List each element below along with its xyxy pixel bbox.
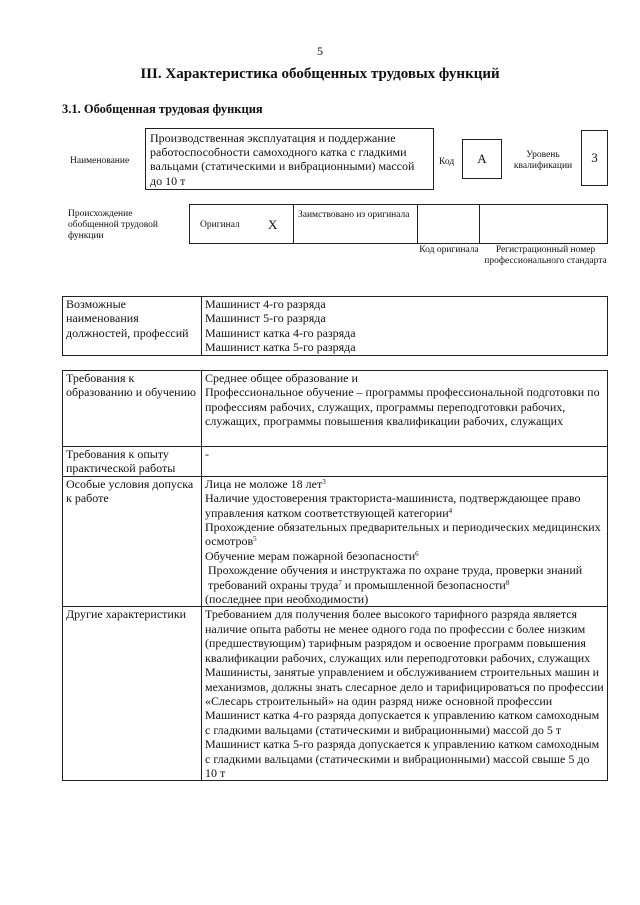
other-paragraph: Машинисты, занятые управлением и обслуживанием строительных машин и механизмов, должны знать слесарное дело и тарифицироваться по профессии «Слесарь строительный» на один разряд ниже основной профессии — [205, 665, 604, 708]
name-label: Наименование — [70, 156, 130, 166]
code-label: Код — [439, 157, 455, 167]
admission-item: Наличие удостоверения тракториста-машиниста, подтверждающее право управления катком соответствующей категории$^4$ — [205, 491, 581, 520]
admission-list — [202, 476, 608, 607]
admission-item-note: (последнее при необходимости) — [205, 592, 369, 607]
position-item: Машинист 5-го разряда — [205, 311, 326, 326]
admission-item: Лица не моложе 18 лет$^3$ — [205, 476, 326, 491]
experience-value: - — [202, 447, 608, 477]
page-number: 5 — [317, 44, 323, 58]
origin-reg-cell — [480, 205, 607, 243]
page-title: III. Характеристика обобщенных трудовых функций — [140, 66, 500, 82]
origin-code-caption: Код оригинала — [419, 245, 479, 255]
level-value: 3 — [581, 130, 608, 186]
borrowed-label: Заимствовано из оригинала — [294, 205, 418, 243]
admission-item: Прохождение обязательных предварительных и периодических медицинских осмотров$^5$ — [205, 520, 601, 549]
origin-code-cell — [418, 205, 480, 243]
admission-row — [63, 476, 608, 607]
origin-label: Происхождение обобщенной трудовой функции — [68, 209, 158, 241]
admission-item: Прохождение обучения и инструктажа по охране труда, проверки знаний требований охраны труда$^7$ и промышленной безопасности$^8$ — [208, 563, 583, 592]
origin-original-cell — [190, 205, 294, 243]
education-line: Среднее общее образование и — [205, 371, 358, 385]
positions-list — [202, 297, 608, 356]
experience-row — [63, 447, 608, 477]
other-label: Другие характеристики — [63, 607, 202, 781]
experience-label: Требования к опыту практической работы — [63, 447, 202, 477]
level-label: Уровень квалификации — [513, 150, 573, 171]
position-item: Машинист катка 5-го разряда — [205, 340, 356, 355]
other-paragraph: Машинист катка 5-го разряда допускается к управлению катком самоходным с гладкими вальцами (статическими и вибрационными) массой свыше 5 до 10 т — [205, 737, 600, 780]
other-paragraph: Машинист катка 4-го разряда допускается к управлению катком самоходным с гладкими вальцами (статическими и вибрационными) массой до 5 т — [205, 708, 600, 737]
position-item: Машинист катка 4-го разряда — [205, 325, 356, 340]
education-value — [202, 371, 608, 447]
positions-table — [62, 296, 608, 356]
admission-item: Обучение мерам пожарной безопасности$^6$ — [205, 548, 419, 563]
original-label: Оригинал — [200, 220, 240, 230]
origin-table — [189, 204, 608, 244]
other-list — [202, 607, 608, 781]
section-title: 3.1. Обобщенная трудовая функция — [62, 102, 263, 116]
origin-reg-caption: Регистрационный номер профессионального стандарта — [484, 245, 607, 266]
other-row — [63, 607, 608, 781]
positions-row — [63, 297, 608, 356]
education-row — [63, 371, 608, 447]
admission-label: Особые условия допуска к работе — [63, 476, 202, 607]
education-line: Профессиональное обучение – программы профессиональной подготовки по профессиям рабочих, служащих, программы переподготовки рабочих, служащих, программы повышения квалификации рабочих, служащих — [205, 385, 600, 429]
position-item: Машинист 4-го разряда — [205, 297, 326, 311]
name-value: Производственная эксплуатация и поддержание работоспособности самоходного катка с гладкими вальцами (статическими и вибрационными) массой до 10 т — [145, 128, 434, 190]
other-paragraph: Требованием для получения более высокого тарифного разряда является наличие опыта работы не менее одного года по профессии с более низким (предшествующим) тарифным разрядом и освоение программ повышения квалификации рабочих, служащих или переподготовки рабочих, служащих — [205, 607, 591, 665]
requirements-table — [62, 370, 608, 781]
original-mark: Х — [268, 217, 278, 232]
education-label: Требования к образованию и обучению — [63, 371, 202, 447]
positions-label: Возможные наименования должностей, профессий — [63, 297, 202, 356]
code-value: А — [462, 139, 502, 179]
